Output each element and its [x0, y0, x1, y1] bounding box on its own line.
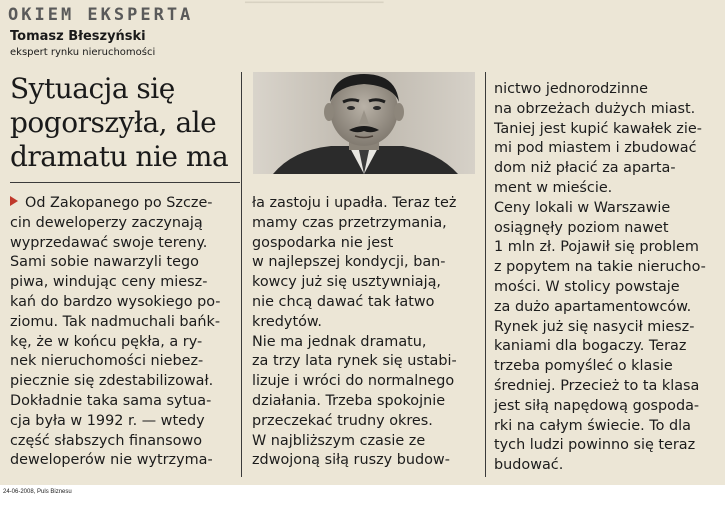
headline	[10, 72, 242, 174]
column-divider	[485, 72, 486, 477]
text-line: średniej. Przecież to ta klasa	[494, 377, 700, 394]
text-line: dom niż płacić za apartа-	[494, 160, 676, 177]
bleed-through-texture: ▔▔▔▔▔▔▔▔▔▔▔▔▔▔▔▔▔▔	[245, 3, 384, 14]
text-line: trzeba pomyśleć o klasie	[494, 358, 673, 375]
article-column-2	[252, 194, 457, 471]
text-line: kaniami dla bogaczy. Teraz	[494, 338, 687, 355]
text-line: cja była w 1992 r. — wtedy	[10, 412, 205, 429]
text-line: nie chcą dawać tak łatwo	[252, 293, 435, 310]
text-line: ment w mieście.	[494, 179, 613, 196]
section-kicker: OKIEM EKSPERTA	[8, 5, 194, 25]
text-line: na obrzeżach dużych miast.	[494, 100, 696, 117]
text-line: lizuje i wróci do normalnego	[252, 373, 455, 390]
bullet-arrow-icon	[10, 196, 18, 206]
text-line: ła zastoju i upadła. Teraz też	[252, 195, 457, 211]
text-line: za trzy lata rynek się ustabi-	[252, 353, 457, 370]
headline-line: pogorszyła, ale	[10, 106, 217, 139]
text-line: Od Zakopanego po Szcze-	[10, 194, 220, 214]
column-divider	[241, 72, 242, 477]
source-footer: 24-06-2008, Puls Biznesu	[3, 489, 72, 495]
text-line: za dużo apartamentowców.	[494, 298, 692, 315]
text-line: przeczekać trudny okres.	[252, 412, 433, 429]
text-line: 1 mln zł. Pojawił się problem	[494, 239, 699, 256]
text-line: Taniej jest kupić kawałek zie-	[494, 120, 702, 137]
text-line: mości. W stolicy powstaje	[494, 278, 680, 295]
text-line: działania. Trzeba spokojnie	[252, 392, 446, 409]
text-line: zdwojoną siłą ruszy budow-	[252, 452, 450, 469]
text-line: budować.	[494, 457, 564, 474]
text-line: Rynek już się nasycił miesz-	[494, 318, 695, 335]
text-line: Sami sobie nawarzyli tego	[10, 254, 199, 271]
text-line: mamy czas przetrzymania,	[252, 214, 447, 231]
text-line: kę, że w końcu pękła, a ry-	[10, 333, 203, 350]
author-photo	[253, 72, 475, 174]
text-line: kań do bardzo wysokiego po-	[10, 293, 221, 310]
text-line: cin deweloperzy zaczynają	[10, 214, 203, 231]
article-column-3	[494, 80, 706, 476]
text-line: piecznie się zdestabilizował.	[10, 373, 214, 390]
headline-rule	[10, 182, 240, 183]
text-line: wyprzedawać swoje tereny.	[10, 234, 208, 251]
headline-line: Sytuacja się	[10, 72, 175, 105]
text-line: z popytem na takie nierucho-	[494, 259, 706, 276]
text-line: kowcy już się usztywniają,	[252, 274, 441, 291]
text-line: jest siłą napędową gospoda-	[494, 397, 700, 414]
text-line: nek nieruchomości niebez-	[10, 353, 204, 370]
text-line: mi pod miastem i zbudować	[494, 140, 697, 157]
text-line: Dokładnie taka sama sytua-	[10, 392, 212, 409]
text-line: tych ludzi powinno się teraz	[494, 437, 696, 454]
text-line: gospodarka nie jest	[252, 234, 394, 251]
author-name: Tomasz Błeszyński	[10, 29, 146, 44]
text-line: kredytów.	[252, 313, 322, 330]
portrait-image	[253, 72, 475, 174]
text-line: deweloperów nie wytrzyma-	[10, 452, 213, 469]
text-line: W najbliższym czasie ze	[252, 432, 426, 449]
text-line: nictwo jednorodzinne	[494, 81, 648, 97]
text-line: ziomu. Tak nadmuchali bańk-	[10, 313, 221, 330]
text-line: Nie ma jednak dramatu,	[252, 333, 427, 350]
text-line: piwa, windując ceny miesz-	[10, 274, 208, 291]
text-line: Ceny lokali w Warszawie	[494, 199, 671, 216]
article-column-1	[10, 194, 220, 471]
text-line: w najlepszej kondycji, ban-	[252, 254, 446, 271]
text-line: osiągnęły poziom nawet	[494, 219, 669, 236]
author-role: ekspert rynku nieruchomości	[10, 47, 156, 58]
text-line: część słabszych finansowo	[10, 432, 203, 449]
text-line: rki na całym świecie. To dla	[494, 417, 691, 434]
headline-line: dramatu nie ma	[10, 140, 229, 173]
